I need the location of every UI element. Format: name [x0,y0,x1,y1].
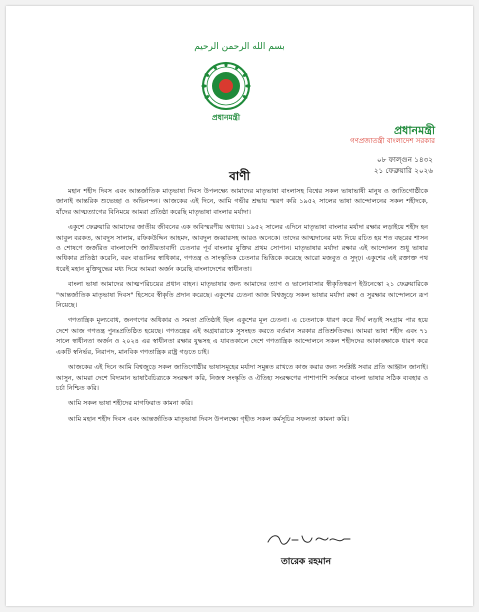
paragraph: আমি সকল ভাষা শহীদের মাগফিরাত কামনা করি। [68,399,193,408]
handwritten-signature [264,530,354,550]
bismillah-calligraphy: بسم الله الرحمن الرحيم [194,42,285,52]
signer-name: তারেক রহমান [280,557,332,567]
paragraph: আমি মহান শহীদ দিবস এবং আন্তর্জাতিক মাতৃভাষা দিবস উপলক্ষ্যে গৃহীত সকল কর্মসূচির সফলতা কামনা করি। [68,414,349,423]
paragraph: মহান শহীদ দিবস এবং আন্তর্জাতিক মাতৃভাষা দিবস উপলক্ষ্যে আমাদের মাতৃভাষা বাংলাসহ বিশ্বের সকল ভাষাভাষী মানুষ ও জাতিগোষ্ঠীকে জানাই আন্তরিক শুভেচ্ছা ও অভিনন্দন। আজকের এই দিনে, আমি গভীর শ্রদ্ধায় স্মরণ করি ১৯৫২ সালের ভাষা আন্দোলনের সকল শহীদকে, যাঁদের আত্মত্যাগের বিনিময়ে আমরা প্রতিষ্ঠা করেছি মাতৃভাষা বাংলার মর্যাদা। [56,187,428,216]
paragraph: বাংলা ভাষা আমাদের আত্মপরিচয়ের প্রধান বাহন। মাতৃভাষার জন্য আমাদের ত্যাগ ও ভালোবাসার স্বীকৃতিস্বরূপ ইউনেস্কো ২১ ফেব্রুয়ারিকে "আন্তর্জাতিক মাতৃভাষা দিবস" হিসেবে স্বীকৃতি প্রদান করেছে। একুশের চেতনা আজ বিশ্বজুড়ে সকল ভাষার মর্যাদা রক্ষা ও সুরক্ষার আন্দোলনে রূপ নিয়েছে। [56,280,428,310]
paragraph: একুশে ফেব্রুয়ারি আমাদের জাতীয় জীবনের এক অবিস্মরণীয় অধ্যায়। ১৯৫২ সালের এদিনে মাতৃভাষা বাংলার মর্যাদা রক্ষার লড়াইয়ে শহীদ হন আবুল বরকত, আবদুস সালাম, রফিকউদ্দিন আহমদ, আবদুল জব্বারসহ আরও অনেকে। তাদের আত্মদানের মধ্য দিয়ে রচিত হয় শত বছরের শাসন ও শোষণে জর্জরিত বাংলাদেশি জাতীয়তাবাদী চেতনার পূর্ব বাংলার মুক্তির প্রথম সোপান। মাতৃভাষার মর্যাদা রক্ষার এই আন্দোলন শুধু ভাষার অধিকার প্রতিষ্ঠা করেনি, বরং বাঙালির স্বাধিকার, গণতন্ত্র ও সাংস্কৃতিক চেতনার ভিত্তিকে করেছে আরো মজবুত ও সুদৃঢ়। একুশের এই রক্তাক্ত পথ ধরেই মহান মুক্তিযুদ্ধের মধ্য দিয়ে আমরা অর্জন করেছি বাংলাদেশের স্বাধীনতা। [56,223,428,273]
bangla-date: ০৮ ফাল্গুন ১৪৩২ [377,155,433,164]
government-name: গণপ্রজাতন্ত্রী বাংলাদেশ সরকার [350,137,435,145]
office-block [235,124,435,146]
gregorian-date: ২১ ফেব্রুয়ারি ২০২৬ [373,166,433,175]
office-title: প্রধানমন্ত্রী [393,124,435,137]
prime-minister-emblem-icon [198,60,254,126]
paragraph: গণতান্ত্রিক মূল্যবোধ, জনগণের অধিকার ও সমতা প্রতিষ্ঠাই ছিল একুশের মূল চেতনা। এ চেতনাকে ধারণ করে দীর্ঘ লড়াই সংগ্রাম পার হয়ে দেশে আজ গণতন্ত্র পুনঃপ্রতিষ্ঠিত হয়েছে। গণতন্ত্রের এই অগ্রযাত্রাকে সুসংহত করতে বর্তমান সরকার প্রতিশ্রুতিবদ্ধ। আমরা ভাষা শহীদ এবং ৭১ সালে স্বাধীনতা অর্জন ও ২০২৪ এর স্বাধীনতা রক্ষার যুদ্ধসহ এ যাবতকালে দেশে গণতান্ত্রিক আন্দোলনে সকল শহীদদের আকাঙ্ক্ষাকে ধারণ করে একটি স্বনির্ভর, নিরাপদ, মানবিক গণতান্ত্রিক রাষ্ট্র গড়তে চাই। [56,316,428,356]
message-body [56,186,428,429]
paragraph: আজকের এই দিনে আমি বিশ্বজুড়ে সকল জাতিগোষ্ঠীর ভাষাসমূহের মর্যাদা সমুন্নত রাখতে কাজ করার জন্য সংশ্লিষ্ট সবার প্রতি আহ্বান জানাই। আসুন, আমরা দেশে বিদ্যমান ভাষাবৈচিত্র্যকে সংরক্ষণ করি, নিজস্ব সংস্কৃতি ও ঐতিহ্য সংরক্ষণের পাশাপাশি সর্বস্তরে বাংলা ভাষার সঠিক ব্যবহার ও চর্চা নিশ্চিত করি। [56,363,428,392]
emblem-label: প্রধানমন্ত্রী [212,113,240,122]
message-document [6,6,473,606]
document-title: বাণী [229,169,250,183]
